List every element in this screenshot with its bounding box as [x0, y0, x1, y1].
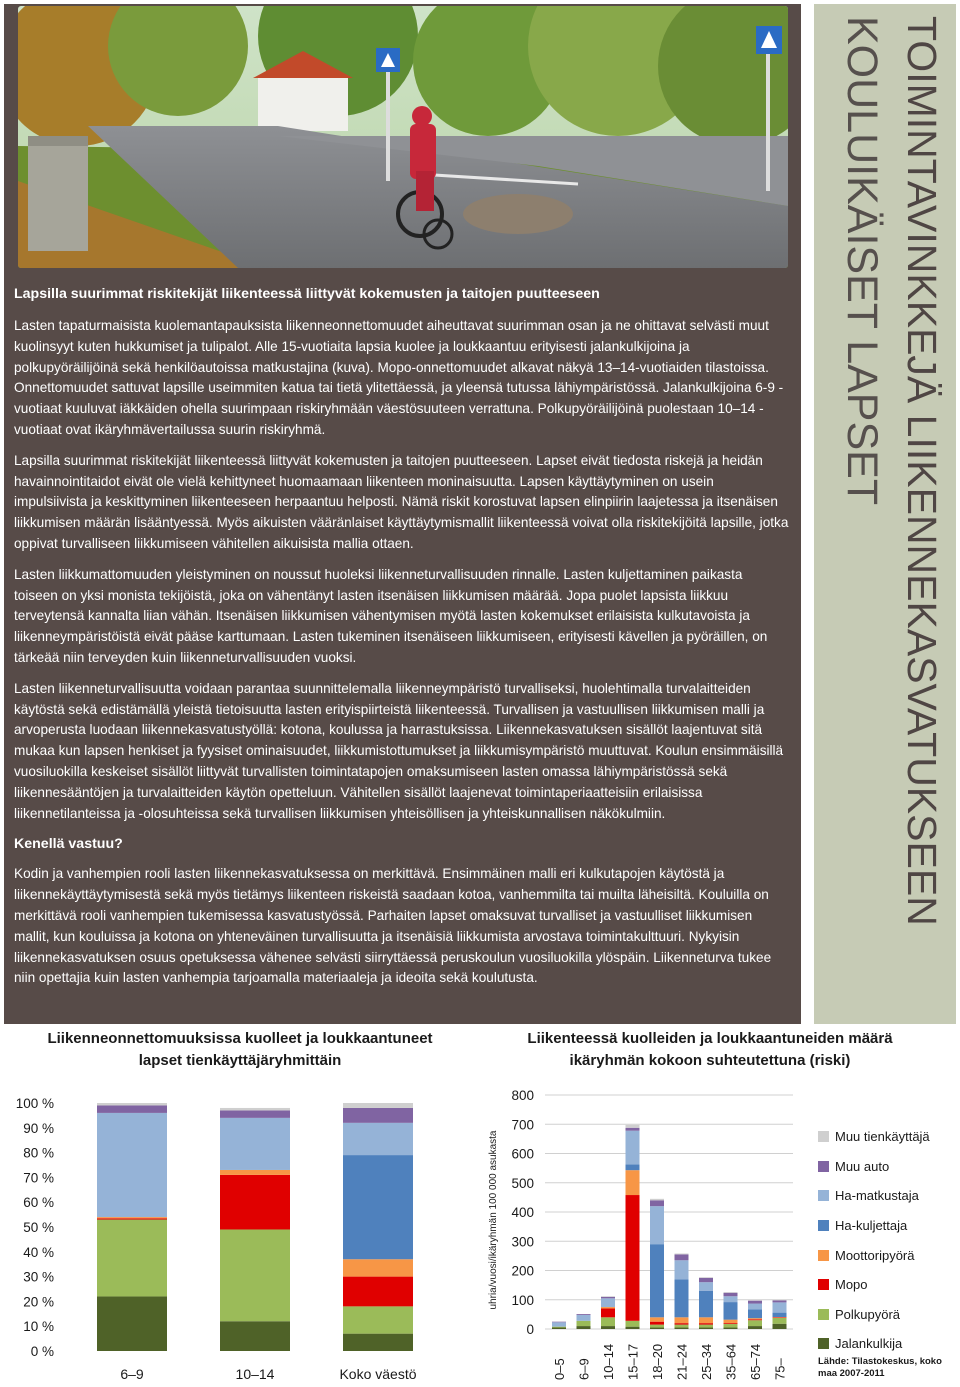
chart-2-bar-segment	[601, 1298, 615, 1307]
legend-swatch	[818, 1220, 829, 1231]
source-note: Lähde: Tilastokeskus, koko maa 2007-2011	[818, 1356, 942, 1379]
chart-1-bar-segment	[343, 1334, 413, 1351]
chart-1-bar-segment	[343, 1103, 413, 1108]
banner-line-1: TOIMINTAVINKKEJÄ LIIKENNEKASVATUKSEEN	[899, 16, 945, 926]
chart-2-bar-segment	[626, 1131, 640, 1165]
chart-2-x-label: 18–20	[650, 1343, 665, 1380]
chart-2-y-tick: 300	[511, 1234, 534, 1250]
chart-1-bar-segment	[343, 1108, 413, 1123]
legend-label: Mopo	[835, 1277, 868, 1293]
charts-svg	[0, 1080, 820, 1387]
article-paragraph-1: Lasten tapaturmaisista kuolemantapauksista liikenneonnettomuudet aiheuttavat suurimman osan ja ne ohittavat selvästi muut kuolinsyyt kuten hukkumiset ja tulipalot. Alle 15-vuotiaita lapsia kuolee ja loukkaantuu erityisesti jalankulkijoina ja polkupyöräilijöinä sekä henkilöautoissa matkustajina (kuva). Mopo-onnettomuudet alkavat näkyä 13–14-vuotiaiden tilastoissa. Onnettomuudet sattuvat lapsille useimmiten katua tai tietä ylitettäessä, ja yleensä tutussa lähiympäristössä. Jalankulkijoina 6-9 -vuotiaat kuuluvat iäkkäiden ohella suurimpaan riskiryhmään väestösuuteen verrattuna. Polkupyöräilijöinä puolestaan 10–14 -vuotiaat ovat ikäryhmävertailussa suurin riskiryhmä.	[14, 318, 784, 437]
chart-2-bar-segment	[699, 1277, 713, 1278]
chart-1-y-tick: 50 %	[23, 1220, 54, 1235]
chart-2-bar-segment	[626, 1170, 640, 1195]
chart-2-bar-segment	[601, 1296, 615, 1297]
chart-2-bar-segment	[724, 1323, 738, 1324]
chart-2-bar-segment	[675, 1260, 689, 1279]
chart-2-bar-segment	[626, 1195, 640, 1321]
chart-2-bar-segment	[601, 1317, 615, 1326]
article-paragraph-2: Lapsilla suurimmat riskitekijät liikenteessä liittyvät kokemusten ja taitojen puutteeseen. Lapset eivät tiedosta riskejä ja heidän havainnointitaidot eivät ole vielä kehittyneet huomaamaan liikenteen moninaisuutta. Lapsen käyttäytyminen on usein impulsiivista ja keskittyminen liikenteeseen herpaantuu helposti. Nämä riskit korostuvat lapsen elinpiirin laajetessa ja itsenäisen liikkumisen määrän lisääntyessä. Myös aikuisten vääränlaiset käyttäytymismallit liikenteessä voivat olla riskitekijöitä lapsille, jotka oppivat turvalliseen liikkumiseen vähitellen aikuisista mallia ottaen.	[14, 452, 789, 551]
chart-2-x-label: 0–5	[552, 1358, 567, 1380]
legend-item	[818, 1240, 958, 1270]
chart-2-bar-segment	[773, 1300, 787, 1302]
chart-2-x-label: 15–17	[625, 1343, 641, 1380]
chart-2-bar-segment	[699, 1325, 713, 1328]
chart-2-y-tick: 800	[511, 1088, 534, 1103]
chart-2-bar-segment	[675, 1325, 689, 1328]
cyclist-photo	[18, 6, 788, 268]
chart-2-bar-segment	[675, 1254, 689, 1255]
chart-2-bar-segment	[601, 1297, 615, 1298]
chart-2-x-label: 10–14	[601, 1343, 616, 1380]
chart-1-bar-segment	[343, 1277, 413, 1307]
chart-2-bar-segment	[724, 1293, 738, 1297]
chart-2-x-label: 35–64	[723, 1343, 739, 1380]
chart-2-bar-segment	[552, 1328, 566, 1329]
chart-2-bar-segment	[675, 1323, 689, 1324]
chart-1-bar-segment	[220, 1321, 290, 1351]
chart-2-bar-segment	[577, 1326, 591, 1329]
chart-2-y-tick: 600	[511, 1146, 534, 1162]
chart-2-bar-segment	[748, 1319, 762, 1320]
chart-2-y-tick: 500	[511, 1175, 534, 1191]
legend-swatch	[818, 1161, 829, 1172]
chart-2-x-label: 65–74	[748, 1343, 763, 1380]
chart-2-bar-segment	[699, 1323, 713, 1324]
chart-1-bar-segment	[97, 1113, 167, 1217]
chart-2-bar-segment	[626, 1164, 640, 1170]
chart-1-title: Liikenneonnettomuuksissa kuolleet ja loukkaantuneet lapset tienkäyttäjäryhmittäin	[47, 1030, 433, 1069]
chart-2-bar-segment	[724, 1324, 738, 1328]
chart-1-y-tick: 30 %	[23, 1269, 54, 1285]
article-body	[14, 284, 790, 999]
chart-1-bar-segment	[97, 1217, 167, 1218]
chart-1-y-tick: 80 %	[23, 1145, 54, 1161]
chart-2-bar-segment	[724, 1328, 738, 1329]
cyclist-photo-image	[18, 6, 788, 268]
chart-2-bar-segment	[675, 1328, 689, 1329]
legend-label: Ha-kuljettaja	[835, 1218, 908, 1234]
chart-2-bar-segment	[650, 1325, 664, 1328]
chart-2-x-label: 75–	[772, 1358, 788, 1380]
chart-2-bar-segment	[724, 1296, 738, 1302]
chart-2-bar-segment	[552, 1322, 566, 1326]
legend-item	[818, 1300, 958, 1330]
chart-2-bar-segment	[773, 1302, 787, 1312]
legend-item	[818, 1152, 958, 1182]
chart-1-x-label: 10–14	[235, 1366, 275, 1382]
chart-1-y-tick: 40 %	[23, 1244, 54, 1260]
chart-2-bar-segment	[601, 1326, 615, 1329]
chart-1-y-tick: 70 %	[23, 1170, 54, 1186]
article-panel	[4, 4, 801, 1024]
chart-2-title: Liikenteessä kuolleiden ja loukkaantuneiden määrä ikäryhmän kokoon suhteutettuna (riski)	[527, 1030, 893, 1069]
legend-swatch	[818, 1309, 829, 1320]
legend-swatch	[818, 1190, 829, 1201]
chart-2-bar-segment	[577, 1321, 591, 1326]
chart-1-bar-segment	[220, 1170, 290, 1175]
chart-2-bar-segment	[577, 1314, 591, 1315]
chart-2-y-tick: 200	[511, 1263, 534, 1279]
chart-2-bar-segment	[675, 1317, 689, 1323]
chart-2-bar-segment	[748, 1326, 762, 1329]
chart-2-bar-segment	[724, 1302, 738, 1320]
chart-2-bar-segment	[601, 1307, 615, 1308]
chart-1-x-label: Koko väestö	[339, 1366, 417, 1382]
chart-1-bar-segment	[220, 1175, 290, 1230]
legend-label: Polkupyörä	[835, 1306, 901, 1322]
chart-2-y-tick: 0	[526, 1322, 534, 1337]
chart-1-y-tick: 10 %	[23, 1319, 54, 1335]
chart-2-y-label: uhria/vuosi/ikäryhmän 100 000 asukasta	[488, 1130, 499, 1310]
chart-2-bar-segment	[699, 1328, 713, 1329]
chart-1-y-tick: 60 %	[23, 1195, 54, 1211]
chart-2-bar-segment	[748, 1309, 762, 1318]
chart-2-y-tick: 100	[511, 1292, 534, 1308]
legend-label: Jalankulkija	[835, 1336, 903, 1352]
chart-1-bar-segment	[220, 1229, 290, 1321]
side-banner	[814, 4, 956, 1024]
chart-2-bar-segment	[724, 1320, 738, 1324]
chart-2-bar-segment	[748, 1304, 762, 1310]
chart-2-bar-segment	[675, 1254, 689, 1260]
banner-line-2: KOULUIKÄISET LAPSET	[838, 16, 886, 506]
chart-2-bar-segment	[601, 1309, 615, 1318]
chart-2-bar-segment	[650, 1206, 664, 1244]
chart-2-y-tick: 400	[511, 1205, 534, 1220]
chart-2-bar-segment	[626, 1321, 640, 1327]
chart-1-x-label: 6–9	[120, 1366, 144, 1382]
chart-1-bar-segment	[220, 1118, 290, 1170]
chart-2-bar-segment	[650, 1244, 664, 1317]
chart-2-bar-segment	[699, 1278, 713, 1282]
article-paragraph-4: Lasten liikenneturvallisuutta voidaan parantaa suunnittelemalla liikenneympäristö turvalliseksi, huolehtimalla turvalaitteiden käytöstä sekä edistämällä yleistä tietoisuutta lasten erityispiirteistä liikenteessä. Turvallisen ja vastuullisen liikkumisen malli ja arvoperusta luodaan liikennekasvatustyöllä: kotona, koulussa ja harrastuksissa. Liikennekasvatuksen sisällöt laajentuvat sitä mukaa kun lapsen henkiset ja fyysiset ominaisuudet, liikkumistottumukset ja liikkumisympäristö muuttuvat. Koulun ensimmäisillä vuosiluokilla keskeiset sisällöt liittyvät turvallisten toimintatapojen omaksumiseen lasten omassa lähiympäristössä sekä liikennesääntöjen ja turvalaitteiden käytön opetteluun. Vähitellen sisällöt laajenevat toimintaperiaatteisiin erilaisissa liikennetilanteissa ja -olosuhteissa sekä turvallisen liikkumisen yhteisöllisen ja yhteiskunnallisen näkökulmiin.	[14, 680, 784, 821]
chart-1-bar-segment	[343, 1306, 413, 1333]
chart-2-bar-segment	[773, 1318, 787, 1324]
legend-item	[818, 1270, 958, 1300]
legend-label: Moottoripyörä	[835, 1247, 915, 1263]
chart-2-x-label: 21–24	[674, 1343, 690, 1380]
chart-2-bar-segment	[748, 1320, 762, 1326]
article-paragraph-3: Lasten liikkumattomuuden yleistyminen on noussut huoleksi liikenneturvallisuuden rinnalle. Lasten kuljettaminen paikasta toiseen on yksi monista tekijöistä, joka on vähentänyt lasten itsenäisen liikkumisen määrää. Jopa puolet lapsista liikkuu terveytensä kannalta liian vähän. Itsenäisen liikkumisen vähentymisen myötä lasten kokemukset erilaisista kulkutavoista ja liikenneympäristöistä eivät pääse karttumaan. Lasten tukeminen itsenäiseen liikkumiseen, erityisesti kävellen ja pyöräillen, on tärkeää niin terveyden kuin liikenneturvallisuuden vuoksi.	[14, 566, 768, 665]
chart-1-bar-segment	[220, 1110, 290, 1117]
chart-1-y-tick: 90 %	[23, 1120, 54, 1136]
chart-2-bar-segment	[699, 1291, 713, 1317]
banner-title	[828, 16, 952, 1016]
chart-2-bar-segment	[699, 1317, 713, 1323]
chart-2-bar-segment	[650, 1200, 664, 1206]
legend-swatch	[818, 1279, 829, 1290]
chart-1-y-tick: 0 %	[30, 1344, 54, 1359]
legend-label: Ha-matkustaja	[835, 1188, 919, 1204]
chart-1-bar-segment	[343, 1259, 413, 1276]
legend-label: Muu tienkäyttäjä	[835, 1129, 930, 1145]
chart-2-bar-segment	[773, 1313, 787, 1317]
chart-2-bar-segment	[748, 1301, 762, 1304]
chart-1-bar-segment	[97, 1220, 167, 1297]
chart-2-bar-segment	[650, 1322, 664, 1325]
chart-2-bar-segment	[773, 1317, 787, 1318]
chart-2-bar-segment	[650, 1199, 664, 1200]
chart-2-bar-segment	[675, 1279, 689, 1317]
chart-1-y-tick: 100 %	[15, 1096, 54, 1111]
chart-2-bar-segment	[552, 1322, 566, 1323]
chart-2-bar-segment	[748, 1318, 762, 1319]
chart-2-bar-segment	[626, 1327, 640, 1329]
chart-1-bar-segment	[343, 1123, 413, 1155]
chart-1-bar-segment	[97, 1296, 167, 1351]
chart-2-y-tick: 700	[511, 1117, 534, 1133]
chart-2-bar-segment	[650, 1328, 664, 1329]
legend-item	[818, 1122, 958, 1152]
chart-2-bar-segment	[724, 1292, 738, 1293]
article-heading: Lapsilla suurimmat riskitekijät liikenteessä liittyvät kokemusten ja taitojen puutteeseen	[14, 286, 600, 302]
legend-item	[818, 1181, 958, 1211]
chart-1-bar-segment	[97, 1105, 167, 1112]
article-paragraph-5: Kodin ja vanhempien rooli lasten liikennekasvatuksessa on merkittävä. Ensimmäinen malli eri kulkutapojen käytöstä ja liikennekäyttäytymisestä sekä myös tietämys liikenteen riskeistä saadaan kotoa, vanhemmilta tai muilta läheisiltä. Kouluilla on merkittävä rooli vanhempien tukemisessa kasvatustyössä. Parhaiten lapset omaksuvat turvalliset ja vastuulliset liikkumisen mallit, kun kouluissa ja kotona on yhteneväinen turvallisuutta ja itsenäisiä liikkumista arvostava toimintakulttuuri. Nykyisin liikennekasvatuksen osuus opetuksessa vähenee selvästi siirryttäessä peruskoulun vuosiluokilla ylöspäin. Liikenneturva tukee niin opettajia kuin lasten vanhempia tarjoamalla materiaaleja ja ideoita sekä koulutusta.	[14, 866, 772, 986]
chart-2-bar-segment	[552, 1327, 566, 1328]
chart-1-bar-segment	[220, 1108, 290, 1110]
chart-2-bar-segment	[773, 1324, 787, 1329]
chart-1-y-tick: 20 %	[23, 1294, 54, 1310]
chart-2-bar-segment	[626, 1128, 640, 1131]
chart-legend	[818, 1122, 958, 1359]
legend-item	[818, 1329, 958, 1359]
legend-swatch	[818, 1131, 829, 1142]
responsibility-heading: Kenellä vastuu?	[14, 836, 123, 853]
chart-2-bar-segment	[699, 1282, 713, 1291]
legend-swatch	[818, 1250, 829, 1261]
chart-1-bar-segment	[97, 1103, 167, 1105]
chart-2-bar-segment	[650, 1317, 664, 1321]
legend-label: Muu auto	[835, 1158, 890, 1174]
chart-2-x-label: 6–9	[576, 1358, 592, 1380]
legend-item	[818, 1211, 958, 1241]
chart-2-x-label: 25–34	[699, 1343, 714, 1380]
chart-2-bar-segment	[577, 1315, 591, 1321]
legend-swatch	[818, 1338, 829, 1349]
chart-1-bar-segment	[343, 1155, 413, 1259]
chart-2-bar-segment	[626, 1125, 640, 1128]
chart-1-bar-segment	[97, 1218, 167, 1219]
